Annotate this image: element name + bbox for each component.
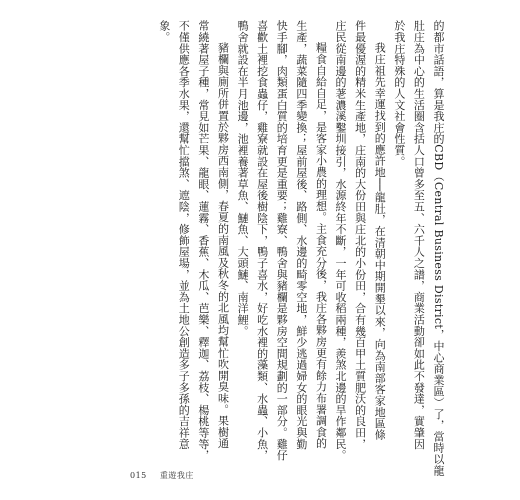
text-column: 不僅供應各季水果，還幫忙擋煞、遮陰，修飾屋場，並為土地公創造多子多孫的吉祥意	[177, 20, 191, 450]
text-column: 件最優渥的精米生產地，庄南的大份田與庄北的小份田，合有幾百甲土質肥沃的良田，	[353, 20, 367, 450]
text-column: 糧食自給自足，是客家小農的理想。主食充分後，我庄各夥房更有餘力布署調食的	[314, 42, 328, 449]
text-column: 常繞著屋子種，常見如芒果、龍眼、蓮霧、香蕉、木瓜、芭樂、釋迦、荔枝、楊桃等等，	[196, 20, 210, 461]
page-footer	[130, 470, 194, 481]
text-column: 的都市話語，算是我庄的CBD（Central Business District，中心商業區）了，當時以龍	[432, 20, 445, 476]
text-column: 我庄祖先幸運找到的應許地──龍肚，在清朝中期開墾以來，向為南部客家地區條	[373, 42, 387, 441]
text-column: 豬欄與廁所併置於夥房西南側，春夏的南風及秋冬的北風均幫忙吹開臭味。果樹通	[216, 42, 230, 449]
text-column: 肚庄為中心的生活圈含括人口曾多至五、六千人之譜，商業活動卻如此不發達，實肇因	[412, 20, 426, 450]
text-column: 喜歡土裡挖食蟲仔，雞寮就設在屋後樹陰下，鴨子喜水，好吃水裡的藻類、水蟲、小魚，	[255, 20, 269, 461]
page-number: 015	[130, 471, 147, 480]
text-column: 生產，蔬菜隨四季變換；屋前屋後、路側、水邊的畸零空地，鮮少逃過婦女的眼光與勤	[294, 20, 308, 450]
text-column: 於我庄特殊的人文社會性質。	[392, 20, 406, 167]
text-column: 象。	[157, 20, 171, 43]
text-column: 庄民從南邊的荖濃溪鑿圳接引，水源終年不斷，一年可收稻兩種，羨煞北邊的旱作鄰民。	[334, 20, 348, 461]
running-title: 重遊我庄	[159, 471, 194, 480]
text-column: 鴨舍就設在半月池邊，池裡養著草魚、鰱魚、大頭鰱、南洋鯉。	[236, 20, 250, 337]
text-column: 快手腳，肉類蛋白質的培育更是重要；雞寮、鴨舍與豬欄是夥房空間規劃的一部分。雞仔	[275, 20, 289, 461]
